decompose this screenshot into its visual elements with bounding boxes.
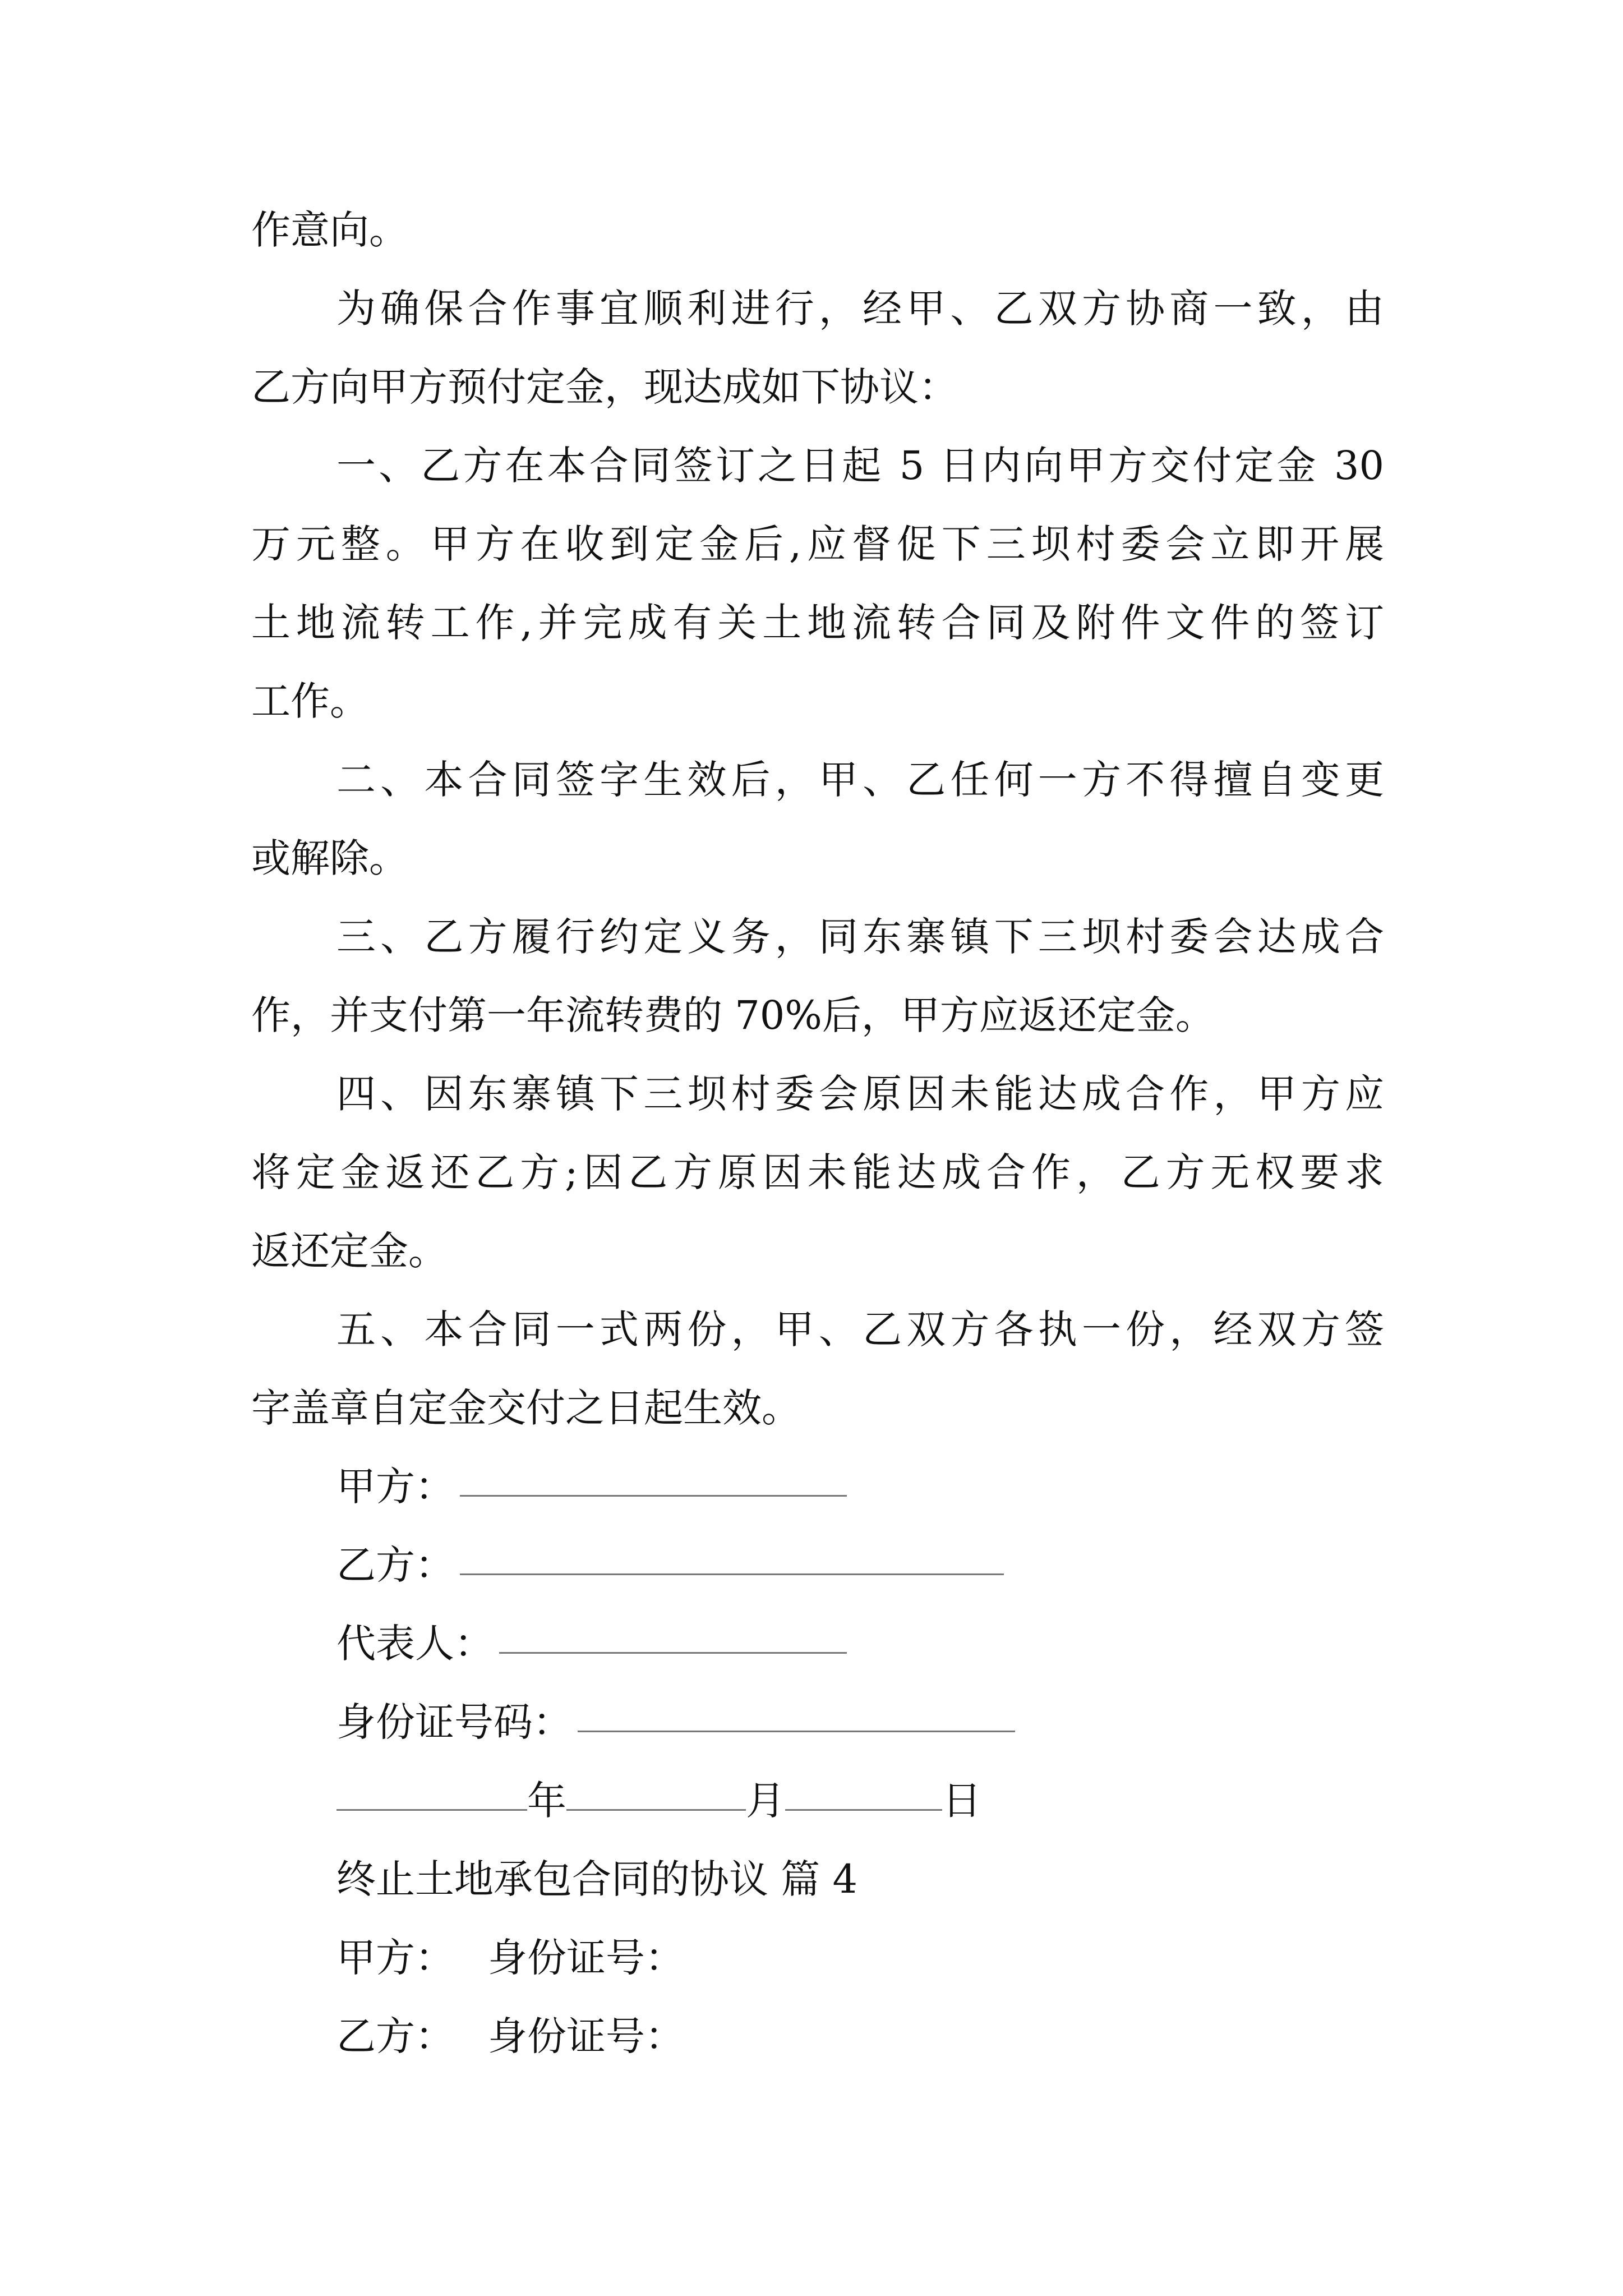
party-a-label: 甲方： bbox=[336, 1464, 454, 1510]
clause-1-line: 万元整。甲方在收到定金后,应督促下三坝村委会立即开展 bbox=[251, 521, 1384, 567]
party-b-signature-row bbox=[251, 1526, 1384, 1604]
id-number-row bbox=[251, 1683, 1384, 1761]
clause-5-line: 字盖章自定金交付之日起生效。 bbox=[251, 1385, 801, 1431]
year-label: 年 bbox=[527, 1778, 566, 1824]
paragraph-line: 为确保合作事宜顺利进行，经甲、乙双方协商一致，由 bbox=[336, 286, 1384, 332]
next-party-a-id-label: 身份证号： bbox=[488, 1935, 684, 1981]
id-number-blank[interactable] bbox=[578, 1691, 1015, 1732]
representative-blank[interactable] bbox=[499, 1613, 847, 1654]
representative-row bbox=[251, 1604, 1384, 1683]
next-party-a-row bbox=[251, 1918, 1384, 1997]
clause-1-line: 一、乙方在本合同签订之日起 5 日内向甲方交付定金 30 bbox=[336, 443, 1384, 489]
clause-4-line: 返还定金。 bbox=[251, 1228, 448, 1274]
clause-5-line: 五、本合同一式两份，甲、乙双方各执一份，经双方签 bbox=[336, 1306, 1384, 1352]
section-title: 终止土地承包合同的协议 篇 4 bbox=[336, 1856, 858, 1902]
party-a-blank[interactable] bbox=[460, 1456, 847, 1497]
clause-1-line: 土地流转工作,并完成有关土地流转合同及附件文件的签订 bbox=[251, 600, 1384, 646]
clause-3-line: 作，并支付第一年流转费的 70%后，甲方应返还定金。 bbox=[251, 992, 1215, 1038]
next-party-b-row bbox=[251, 1997, 1384, 2076]
year-blank[interactable] bbox=[336, 1770, 527, 1811]
party-a-signature-row bbox=[251, 1447, 1384, 1526]
day-blank[interactable] bbox=[785, 1770, 942, 1811]
id-number-label: 身份证号码： bbox=[336, 1699, 572, 1745]
day-label: 日 bbox=[942, 1778, 981, 1824]
clause-2-line: 二、本合同签字生效后，甲、乙任何一方不得擅自变更 bbox=[336, 757, 1384, 803]
party-b-blank[interactable] bbox=[460, 1534, 1004, 1575]
date-row bbox=[251, 1761, 1384, 1840]
paragraph-line: 乙方向甲方预付定金，现达成如下协议： bbox=[251, 364, 958, 410]
clause-4-line: 将定金返还乙方;因乙方原因未能达成合作，乙方无权要求 bbox=[251, 1149, 1384, 1195]
next-party-b-label: 乙方： bbox=[336, 2013, 454, 2059]
party-b-label: 乙方： bbox=[336, 1542, 454, 1588]
clause-2-line: 或解除。 bbox=[251, 835, 408, 881]
document-page bbox=[251, 191, 1384, 2076]
clause-4-line: 四、因东寨镇下三坝村委会原因未能达成合作，甲方应 bbox=[336, 1071, 1384, 1117]
paragraph-line: 作意向。 bbox=[251, 207, 408, 253]
representative-label: 代表人： bbox=[336, 1621, 494, 1667]
month-blank[interactable] bbox=[566, 1770, 746, 1811]
clause-3-line: 三、乙方履行约定义务，同东寨镇下三坝村委会达成合 bbox=[336, 914, 1384, 960]
next-party-b-id-label: 身份证号： bbox=[488, 2013, 684, 2059]
clause-1-line: 工作。 bbox=[251, 678, 369, 724]
next-party-a-label: 甲方： bbox=[336, 1935, 454, 1981]
month-label: 月 bbox=[746, 1778, 785, 1824]
